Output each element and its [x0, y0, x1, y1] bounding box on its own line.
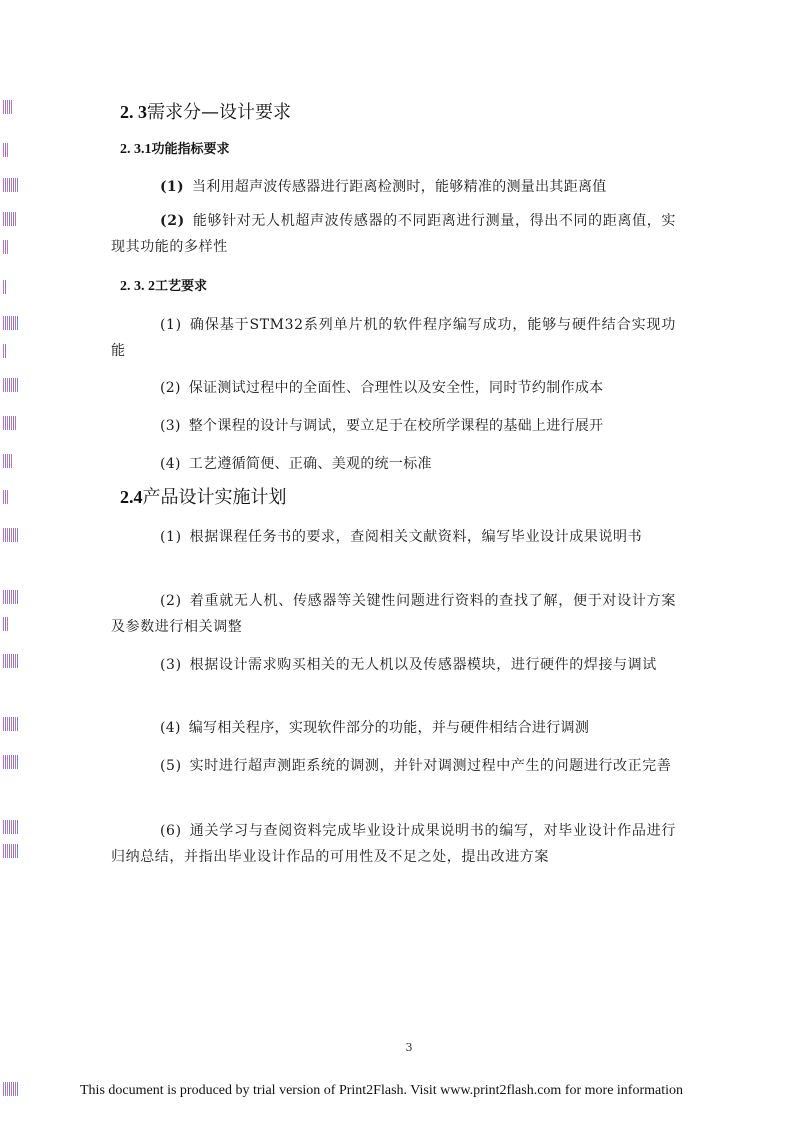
margin-mark: [3, 316, 19, 330]
item-text: 根据设计需求购买相关的无人机以及传感器模块，进行硬件的焊接与调试: [189, 657, 657, 673]
section-number: 2.4: [120, 487, 143, 507]
margin-mark: [3, 490, 8, 504]
process-requirement-1: [111, 312, 676, 364]
margin-mark: [3, 654, 19, 668]
subsection-number: 2. 3. 2: [120, 279, 155, 294]
margin-mark: [3, 100, 12, 114]
margin-mark: [3, 416, 17, 430]
subsection-heading-2-3-1: [120, 141, 230, 159]
margin-mark: [3, 454, 13, 468]
trial-watermark-footer: This document is produced by trial version of Print2Flash. Visit www.print2flash.com for more information: [80, 1083, 684, 1098]
item-text: 保证测试过程中的全面性、合理性以及安全性，同时节约制作成本: [188, 380, 604, 396]
item-text: 当利用超声波传感器进行距离检测时，能够精准的测量出其距离值: [191, 179, 607, 195]
function-requirement-2: [111, 208, 676, 260]
margin-mark: [3, 617, 9, 631]
margin-mark: [3, 717, 19, 731]
margin-mark: [3, 143, 8, 157]
margin-mark: [3, 344, 6, 358]
margin-mark: [3, 280, 7, 294]
item-label: (1): [160, 529, 182, 545]
item-text: 整个课程的设计与调试，要立足于在校所学课程的基础上进行展开: [188, 418, 604, 434]
item-label: (1): [160, 317, 182, 333]
item-label: (2): [160, 213, 185, 229]
margin-mark: [3, 844, 19, 858]
margin-mark: [3, 212, 17, 226]
process-requirement-2: [111, 375, 676, 401]
subsection-title: 工艺要求: [155, 279, 208, 294]
item-label: (3): [160, 657, 182, 673]
subsection-heading-2-3-2: [120, 278, 207, 296]
plan-item-4: [111, 715, 676, 741]
function-requirement-1: [111, 174, 676, 200]
item-text: 确保基于STM32系列单片机的软件程序编写成功，能够与硬件结合实现功能: [111, 317, 676, 359]
margin-mark: [3, 178, 19, 192]
plan-item-2: [111, 588, 676, 640]
plan-item-5: [111, 753, 676, 779]
section-heading-2-3: [120, 101, 291, 124]
margin-mark: [3, 820, 19, 834]
section-heading-2-4: [120, 486, 287, 509]
item-text: 工艺遵循简便、正确、美观的统一标准: [188, 456, 432, 472]
item-label: (2): [160, 593, 182, 609]
item-text: 通关学习与查阅资料完成毕业设计成果说明书的编写，对毕业设计作品进行归纳总结，并指出毕业设计作品的可用性及不足之处，提出改进方案: [111, 823, 676, 865]
item-label: (2): [160, 380, 181, 396]
plan-item-3: [111, 652, 676, 678]
item-label: (4): [160, 456, 181, 472]
margin-mark: [3, 240, 8, 254]
item-text: 实时进行超声测距系统的调测，并针对调测过程中产生的问题进行改正完善: [189, 758, 672, 774]
subsection-title: 功能指标要求: [151, 142, 230, 157]
item-label: (5): [160, 758, 182, 774]
item-text: 能够针对无人机超声波传感器的不同距离进行测量，得出不同的距离值，实现其功能的多样性: [111, 213, 676, 255]
item-text: 编写相关程序，实现软件部分的功能，并与硬件相结合进行调测: [188, 720, 590, 736]
margin-mark: [3, 755, 19, 769]
margin-mark: [3, 378, 19, 392]
page-number: 3: [405, 1041, 413, 1054]
item-label: (3): [160, 418, 181, 434]
margin-scan-marks: [3, 0, 23, 1123]
item-label: (1): [160, 179, 184, 195]
section-title: 需求分—设计要求: [147, 102, 291, 123]
section-number: 2. 3: [120, 102, 147, 122]
plan-item-1: [111, 524, 676, 550]
margin-mark: [3, 1082, 19, 1096]
item-text: 根据课程任务书的要求，查阅相关文献资料，编写毕业设计成果说明书: [189, 529, 643, 545]
item-label: (6): [160, 823, 182, 839]
item-text: 着重就无人机、传感器等关键性问题进行资料的查找了解，便于对设计方案及参数进行相关调整: [111, 593, 676, 635]
subsection-number: 2. 3.1: [120, 142, 152, 157]
item-label: (4): [160, 720, 181, 736]
margin-mark: [3, 590, 19, 604]
plan-item-6: [111, 818, 676, 870]
margin-mark: [3, 528, 19, 542]
section-title: 产品设计实施计划: [142, 487, 287, 508]
process-requirement-3: [111, 413, 676, 439]
process-requirement-4: [111, 451, 676, 477]
